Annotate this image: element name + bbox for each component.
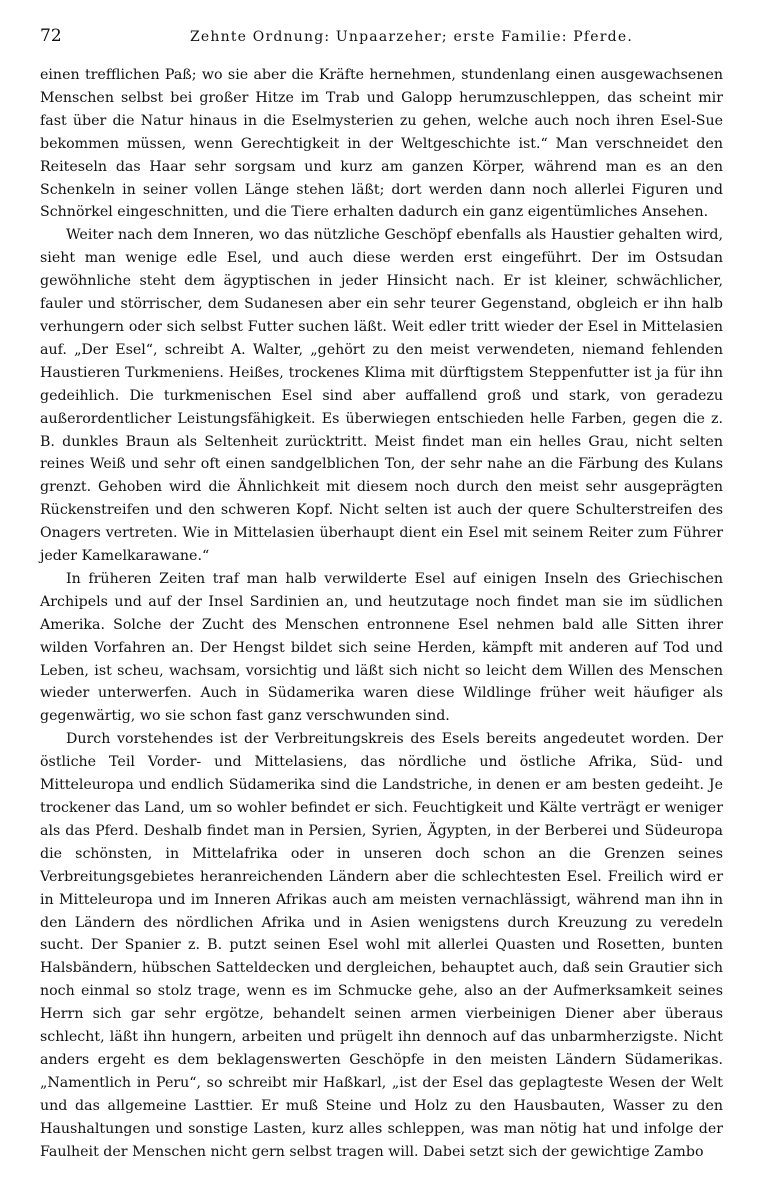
page-number: 72 xyxy=(40,26,62,46)
paragraph: Durch vorstehendes ist der Verbreitungskreis des Esels bereits angedeutet worden. Der östliche Teil Vorder- und Mittelasiens, das nördliche und östliche Afrika, Süd- und Mitteleuropa und endlich Südamerika sind die Landstriche, in denen er am besten gedeiht. Je trockener das Land, um so wohler befindet er sich. Feuchtigkeit und Kälte verträgt er weniger als das Pferd. Deshalb findet man in Persien, Syrien, Ägypten, in der Berberei und Südeuropa die schönsten, in Mittelafrika oder in unseren doch schon an die Grenzen seines Verbreitungsgebietes heranreichenden Ländern aber die schlechtesten Esel. Freilich wird er in Mitteleuropa und im Inneren Afrikas auch am meisten vernachlässigt, während man ihn in den Ländern des nördlichen Afrika und in Asien wenigstens durch Kreuzung zu veredeln sucht. Der Spanier z. B. putzt seinen Esel wohl mit allerlei Quasten und Rosetten, bunten Halsbändern, hübschen Satteldecken und dergleichen, behauptet auch, daß sein Grautier sich noch einmal so stolz trage, wenn es im Schmucke gehe, also an der Aufmerksamkeit seines Herrn sich gar sehr ergötze, behandelt seinen armen vierbeinigen Diener aber überaus schlecht, läßt ihn hungern, arbeiten und prügelt ihn dennoch auf das unbarmherzigste. Nicht anders ergeht es dem beklagenswerten Geschöpfe in den meisten Ländern Südamerikas. „Namentlich in Peru“, so schreibt mir Haßkarl, „ist der Esel das geplagteste Wesen der Welt und das allgemeine Lasttier. Er muß Steine und Holz zu den Hausbauten, Wasser zu den Haushaltungen und sonstige Lasten, kurz alles schleppen, was man nötig hat und infolge der Faulheit der Menschen nicht gern selbst tragen will. Dabei setzt sich der gewichtige Zambo xyxy=(40,731,723,1160)
body-text xyxy=(40,64,723,1164)
page-header xyxy=(40,26,723,54)
paragraph-continuation: einen trefflichen Paß; wo sie aber die Kräfte hernehmen, stundenlang einen ausgewachsenen Menschen selbst bei großer Hitze im Trab und Galopp herumzuschleppen, das scheint mir fast über die Natur hinaus in die Eselmysterien zu gehen, welche auch noch ihren Esel-Sue bekommen müssen, wenn Gerechtigkeit in der Weltgeschichte ist.“ Man verschneidet den Reiteseln das Haar sehr sorgsam und kurz am ganzen Körper, während man es an den Schenkeln in seiner vollen Länge stehen läßt; dort werden dann noch allerlei Figuren und Schnörkel eingeschnitten, und die Tiere erhalten dadurch ein ganz eigentümliches Ansehen. xyxy=(40,67,723,221)
running-title: Zehnte Ordnung: Unpaarzeher; erste Familie: Pferde. xyxy=(190,29,633,45)
paragraph: Weiter nach dem Inneren, wo das nützliche Geschöpf ebenfalls als Haustier gehalten wird, sieht man wenige edle Esel, und auch diese werden erst eingeführt. Der im Ostsudan gewöhnliche steht dem ägyptischen in jeder Hinsicht nach. Er ist kleiner, schwächlicher, fauler und störrischer, dem Sudanesen aber ein sehr teurer Gegenstand, obgleich er ihn halb verhungern oder sich selbst Futter suchen läßt. Weit edler tritt wieder der Esel in Mittelasien auf. „Der Esel“, schreibt A. Walter, „gehört zu den meist verwendeten, niemand fehlenden Haustieren Turkmeniens. Heißes, trockenes Klima mit dürftigstem Steppenfutter ist ja für ihn gedeihlich. Die turkmenischen Esel sind aber auffallend groß und stark, von geradezu außerordentlicher Leistungsfähigkeit. Es überwiegen entschieden helle Farben, gegen die z. B. dunkles Braun als Seltenheit zurücktritt. Meist findet man ein helles Grau, nicht selten reines Weiß und sehr oft einen sandgelblichen Ton, der sehr nahe an die Färbung des Kulans grenzt. Gehoben wird die Ähnlichkeit mit diesem noch durch den meist sehr ausgeprägten Rückenstreifen und den schweren Kopf. Nicht selten ist auch der quere Schulterstreifen des Onagers vertreten. Wie in Mittelasien überhaupt dient ein Esel mit seinem Reiter zum Führer jeder Kamelkarawane.“ xyxy=(40,227,723,565)
paragraph: In früheren Zeiten traf man halb verwilderte Esel auf einigen Inseln des Griechischen Archipels und auf der Insel Sardinien an, und heutzutage noch findet man sie im südlichen Amerika. Solche der Zucht des Menschen entronnene Esel nehmen bald alle Sitten ihrer wilden Vorfahren an. Der Hengst bildet sich seine Herden, kämpft mit anderen auf Tod und Leben, ist scheu, wachsam, vorsichtig und läßt sich nicht so leicht dem Willen des Menschen wieder unterwerfen. Auch in Südamerika waren diese Wildlinge früher weit häufiger als gegenwärtig, wo sie schon fast ganz verschwunden sind. xyxy=(40,570,723,725)
